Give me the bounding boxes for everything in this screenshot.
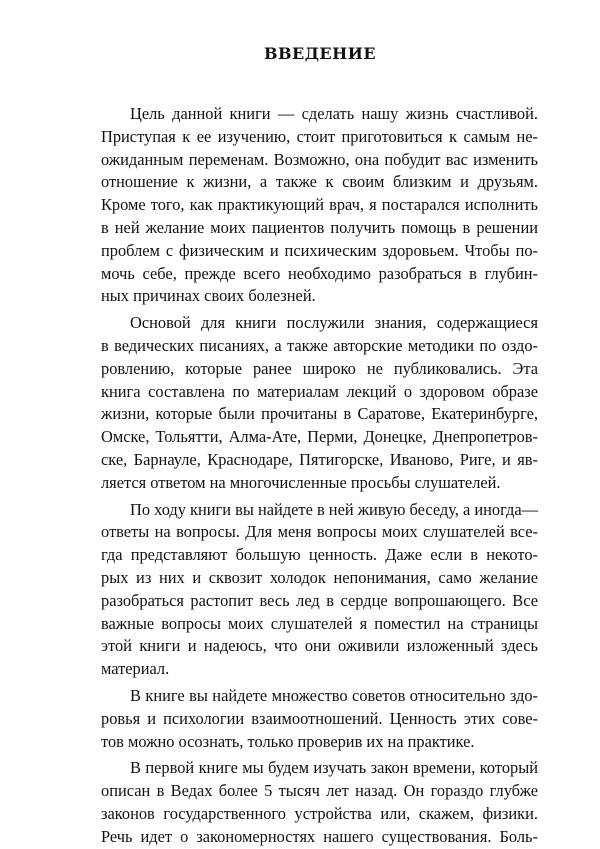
paragraph [101, 312, 538, 494]
text-line: проблем с физическим и психическим здоровьем. Чтобы по- [101, 240, 538, 260]
paragraph [101, 685, 538, 753]
text-line: Кроме того, как практикующий врач, я постарался исполнить [101, 195, 538, 215]
text-line: ске, Барнауле, Краснодаре, Пятигорске, Иваново, Риге, и яв- [101, 449, 538, 469]
text-line: В книге вы найдете множество советов относительно здо- [130, 685, 538, 705]
text-line: книга составлена по материалам лекций о здоровом образе [101, 381, 538, 401]
text-line: материал. [101, 659, 170, 679]
text-line: тов можно осознать, только проверив их на практике. [101, 731, 475, 751]
text-line: мочь себе, прежде всего необходимо разобраться в глубин- [101, 263, 538, 283]
text-line: ровлению, которые ранее широко не публиковались. Эта [101, 358, 538, 378]
text-line: жизни, которые были прочитаны в Саратове, Екатеринбурге, [101, 404, 538, 424]
text-line: Омске, Тольятти, Алма-Ате, Перми, Донецке, Днепропетров- [101, 427, 538, 447]
text-line: этой книги и надеюсь, что они оживили изложенный здесь [101, 636, 538, 656]
text-line: гда представляют большую ценность. Даже если в некото- [101, 545, 538, 565]
text-line: В первой книге мы будем изучать закон времени, который [130, 758, 538, 778]
text-line: ных причинах своих болезней. [101, 286, 316, 306]
text-line: важные вопросы моих слушателей я поместил на страницы [101, 613, 538, 633]
text-line: разобраться растопит весь лед в сердце вопрошающего. Все [101, 590, 538, 610]
text-line: описан в Ведах более 5 тысяч лет назад. Он гораздо глубже [101, 781, 538, 801]
text-line: По ходу книги вы найдете в ней живую беседу, а иногда— [130, 499, 538, 519]
text-line: Основой для книги послужили знания, содержащиеся [130, 313, 538, 333]
text-line: ответы на вопросы. Для меня вопросы моих слушателей все- [101, 522, 538, 542]
text-line: ровья и психологии взаимоотношений. Ценность этих сове- [101, 708, 538, 728]
text-line: ожиданным переменам. Возможно, она побудит вас изменить [101, 149, 538, 169]
body-text [101, 103, 538, 849]
text-line: Приступая к ее изучению, стоит приготовиться к самым не- [101, 126, 538, 146]
text-line: в ней желание моих пациентов получить помощь в решении [101, 217, 538, 237]
text-line: ляется ответом на многочисленные просьбы слушателей. [101, 472, 501, 492]
text-line: рых из них и сквозит холодок непонимания, само желание [101, 567, 538, 587]
text-line: Цель данной книги — сделать нашу жизнь счастливой. [130, 104, 538, 123]
paragraph [101, 757, 538, 848]
paragraph [101, 103, 538, 308]
text-line: Речь идет о закономерностях нашего существования. Боль- [101, 826, 538, 846]
text-line: отношение к жизни, а также к своим близким и друзьям. [101, 172, 538, 192]
paragraph [101, 499, 538, 681]
text-line: законов государственного устройства или, скажем, физики. [101, 803, 538, 823]
text-line: в ведических писаниях, а также авторские методики по оздо- [101, 335, 538, 355]
chapter-title: ВВЕДЕНИЕ [263, 44, 377, 63]
